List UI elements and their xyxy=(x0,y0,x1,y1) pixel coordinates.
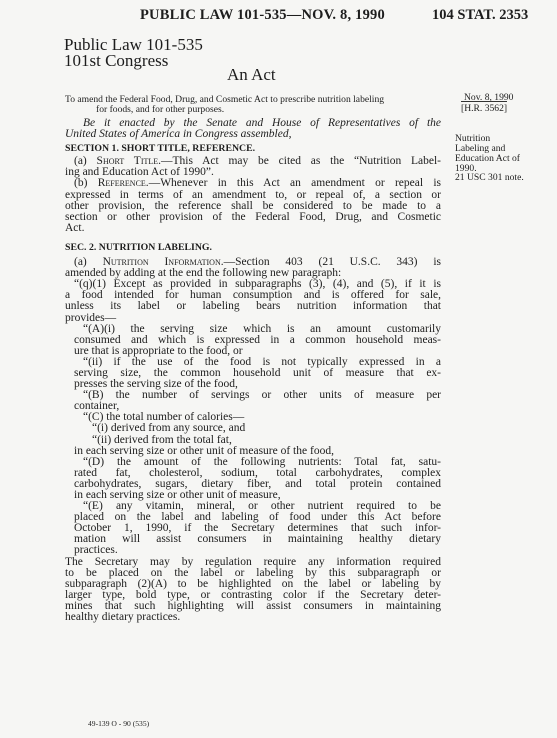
body-line: “(ii) derived from the total fat, xyxy=(92,433,232,446)
body-line: “(ii) if the use of the food is not typically expressed in a xyxy=(83,355,441,368)
body-line: The Secretary may by regulation require any information required xyxy=(65,555,441,568)
sidenote-line-2: Labeling and xyxy=(455,143,506,154)
section-heading: SEC. 2. NUTRITION LABELING. xyxy=(65,241,212,253)
sidenote-line-3: Education Act of xyxy=(455,153,521,164)
body-line: ing and Education Act of 1990”. xyxy=(65,166,214,179)
body-line: expressed in terms of an amendment to, or repeal of, a section or xyxy=(65,188,441,201)
body-line: presses the serving size of the food, xyxy=(74,378,238,391)
body-line: “(q)(1) Except as provided in subparagraphs (3), (4), and (5), if it is xyxy=(74,278,441,291)
body-line: in each serving size or other unit of measure of the food, xyxy=(74,444,334,457)
body-line: mines that such highlighting will assist consumers in maintaining xyxy=(65,599,441,612)
body-line: consumed and which is expressed in a common household meas- xyxy=(74,333,441,346)
body-line: a food intended for human consumption and is offered for sale, xyxy=(65,289,441,302)
purpose-line-2: for foods, and for other purposes. xyxy=(96,104,225,115)
body-line: (a) Nutrition Information.—Section 403 (21 U.S.C. 343) is xyxy=(74,256,441,269)
statute-page-number: 104 STAT. 2353 xyxy=(432,7,529,23)
body-line: other provision, the reference shall be considered to be made to a xyxy=(65,199,441,212)
body-line: (b) Reference.—Whenever in this Act an amendment or repeal is xyxy=(74,177,441,190)
body-line: section or other provision of the Federal Food, Drug, and Cosmetic xyxy=(65,210,441,223)
sidenote-line-1: Nutrition xyxy=(455,133,491,144)
body-line: subparagraph (2)(A) to be highlighted on the label or labeling by xyxy=(65,577,441,590)
running-header: PUBLIC LAW 101-535—NOV. 8, 1990 xyxy=(140,7,385,23)
act-body-text xyxy=(65,118,441,623)
body-line: to be placed on the label or labeling by this subparagraph or xyxy=(65,566,441,579)
body-line: “(D) the amount of the following nutrients: Total fat, satu- xyxy=(83,455,441,468)
body-line: carbohydrates, sugars, dietary fiber, and total protein contained xyxy=(74,477,441,490)
body-line: “(B) the number of servings or other units of measure per xyxy=(83,389,441,402)
body-line: unless its label or labeling bears nutrition information that xyxy=(65,300,441,313)
body-line: placed on the label and labeling of food under this Act before xyxy=(74,511,441,524)
body-line: larger type, bold type, or contrasting color if the Secretary deter- xyxy=(65,588,441,601)
body-line: ure that is appropriate to the food, or xyxy=(74,344,243,357)
congress-label: 101st Congress xyxy=(64,51,169,70)
section-heading: SECTION 1. SHORT TITLE, REFERENCE. xyxy=(65,143,256,155)
body-line: “(C) the total number of calories— xyxy=(83,411,245,424)
body-line: practices. xyxy=(74,544,118,557)
body-line: amended by adding at the end the following new paragraph: xyxy=(65,267,342,280)
purpose-line-1: To amend the Federal Food, Drug, and Cosmetic Act to prescribe nutrition labeling xyxy=(65,94,385,105)
body-line: in each serving size or other unit of measure, xyxy=(74,489,281,501)
sidenote-line-5: 21 USC 301 note. xyxy=(455,172,524,183)
body-line: “(i) derived from any source, and xyxy=(92,422,246,435)
enacting-clause-line: United States of America in Congress assembled, xyxy=(65,128,292,141)
body-line: October 1, 1990, if the Secretary determines that such infor- xyxy=(74,522,441,535)
enacting-clause-line: Be it enacted by the Senate and House of Representatives of the xyxy=(83,117,441,129)
body-line: serving size, the common household unit of measure that ex- xyxy=(74,366,441,379)
body-line: rated fat, cholesterol, sodium, total carbohydrates, complex xyxy=(74,466,441,479)
margin-date: Nov. 8, 1990 xyxy=(464,92,514,103)
body-line: (a) Short Title.—This Act may be cited as the “Nutrition Label- xyxy=(74,155,442,168)
body-line: “(E) any vitamin, mineral, or other nutrient required to be xyxy=(83,500,441,513)
print-job-code: 49-139 O - 90 (535) xyxy=(88,719,150,728)
body-line: mation will assist consumers in maintaining healthy dietary xyxy=(74,533,441,546)
sidenote-line-4: 1990. xyxy=(455,163,477,174)
public-law-number: Public Law 101-535 xyxy=(64,35,203,54)
body-line: healthy dietary practices. xyxy=(65,611,181,624)
body-line: “(A)(i) the serving size which is an amount customarily xyxy=(83,322,441,335)
body-line: container, xyxy=(74,400,120,413)
body-line: provides— xyxy=(65,311,117,324)
act-heading: An Act xyxy=(227,65,276,84)
margin-bill-number: [H.R. 3562] xyxy=(461,103,508,114)
body-line: Act. xyxy=(65,221,85,234)
